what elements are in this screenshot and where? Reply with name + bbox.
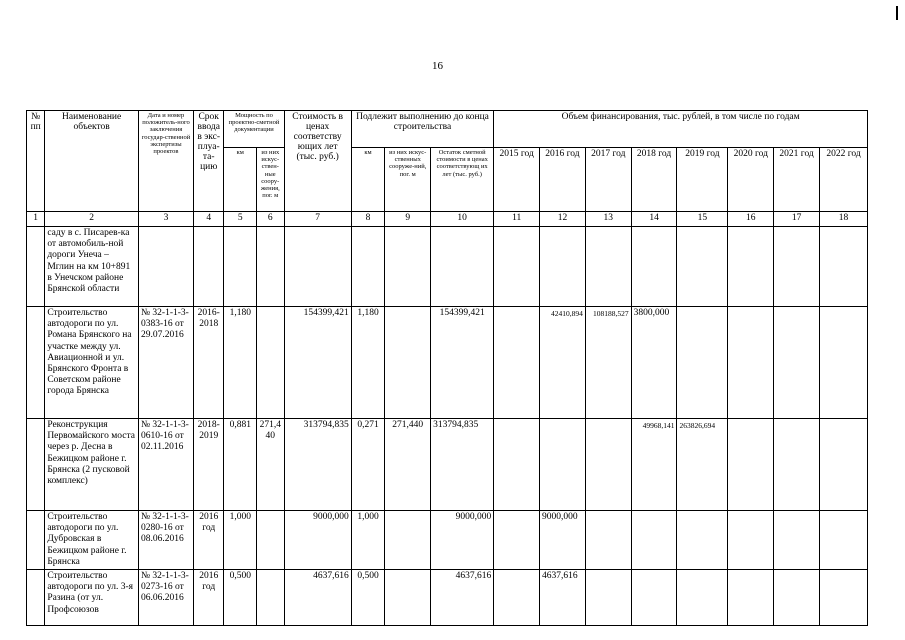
cell-2021 <box>774 570 820 626</box>
header-name: Наименование объектов <box>45 111 139 212</box>
header-year-2019: 2019 год <box>677 148 728 212</box>
header-structures: из них искус-ствен-ные соору-жения, пог. м <box>257 148 284 212</box>
column-number: 15 <box>677 212 728 227</box>
cell-remaining-structures: 271,440 <box>385 419 431 511</box>
cell-2018 <box>631 227 677 307</box>
table-row <box>27 419 868 511</box>
cell-2015 <box>494 307 540 419</box>
header-km: км <box>224 148 257 212</box>
cell-2021 <box>774 419 820 511</box>
cell-2016 <box>540 419 586 511</box>
cell-2019 <box>677 511 728 570</box>
cell-number <box>27 227 45 307</box>
header-year-2017: 2017 год <box>585 148 631 212</box>
header-remaining-cost: Остаток сметной стоимости в ценах соответствующ их лет (тыс. руб.) <box>431 148 494 212</box>
financing-table <box>26 110 868 626</box>
column-number: 6 <box>257 212 284 227</box>
column-number: 17 <box>774 212 820 227</box>
header-period: Срок ввода в экс-плуа-та-цию <box>193 111 224 212</box>
cell-number <box>27 419 45 511</box>
column-number: 8 <box>351 212 385 227</box>
column-number: 14 <box>631 212 677 227</box>
cell-2017 <box>585 570 631 626</box>
cell-2018 <box>631 511 677 570</box>
header-financing: Объем финансирования, тыс. рублей, в том числе по годам <box>494 111 868 148</box>
header-remaining: Подлежит выполнению до конца строительства <box>351 111 494 148</box>
header-year-2015: 2015 год <box>494 148 540 212</box>
cell-number <box>27 511 45 570</box>
cell-expertise: № 32-1-1-3-0280-16 от 08.06.2016 <box>138 511 193 570</box>
cell-2022 <box>820 307 868 419</box>
table-row <box>27 227 868 307</box>
cell-2015 <box>494 227 540 307</box>
cell-2022 <box>820 511 868 570</box>
cell-cost: 313794,835 <box>284 419 351 511</box>
column-number: 12 <box>540 212 586 227</box>
cell-expertise: № 32-1-1-3-0610-16 от 02.11.2016 <box>138 419 193 511</box>
column-number: 4 <box>193 212 224 227</box>
cell-remaining-km <box>351 227 385 307</box>
column-number: 7 <box>284 212 351 227</box>
cell-object-name: Строительство автодороги по ул. Дубровская в Бежицком районе г. Брянска <box>45 511 139 570</box>
page-number: 16 <box>432 60 443 72</box>
cell-remaining-structures <box>385 570 431 626</box>
cell-number <box>27 307 45 419</box>
header-capacity: Мощность по проектно-сметной документации <box>224 111 284 148</box>
column-number: 3 <box>138 212 193 227</box>
cell-remaining-cost <box>431 227 494 307</box>
cell-period: 2016-2018 <box>193 307 224 419</box>
column-number: 1 <box>27 212 45 227</box>
cell-period: 2016 год <box>193 511 224 570</box>
cell-structures <box>257 227 284 307</box>
column-numbers-row <box>27 212 868 227</box>
header-expertise: Дата и номер положитель-ного заключения государ-ственной экспертизы проектов <box>138 111 193 212</box>
cell-2019 <box>677 227 728 307</box>
cell-object-name: Реконструкция Первомайского моста через р. Десна в Бежицком районе г. Брянска (2 пусковой комплекс) <box>45 419 139 511</box>
cell-2016: 9000,000 <box>540 511 586 570</box>
cell-2021 <box>774 511 820 570</box>
cell-2016 <box>540 227 586 307</box>
cell-2015 <box>494 570 540 626</box>
cell-object-name: саду в с. Писарев-ка от автомобиль-ной дороги Унеча – Мглин на км 10+891 в Унечском районе Брянской области <box>45 227 139 307</box>
cell-remaining-cost: 9000,000 <box>431 511 494 570</box>
cell-2016: 4637,616 <box>540 570 586 626</box>
cell-period: 2018-2019 <box>193 419 224 511</box>
cell-km: 0,500 <box>224 570 257 626</box>
header-year-2021: 2021 год <box>774 148 820 212</box>
cell-cost: 4637,616 <box>284 570 351 626</box>
cell-2018: 49968,141 <box>631 419 677 511</box>
cell-structures <box>257 307 284 419</box>
cell-2020 <box>728 570 774 626</box>
header-remaining-km: км <box>351 148 385 212</box>
cell-2018 <box>631 570 677 626</box>
cell-km: 1,000 <box>224 511 257 570</box>
cell-km: 0,881 <box>224 419 257 511</box>
cell-object-name: Строительство автодороги по ул. 3-я Разина (от ул. Профсоюзов <box>45 570 139 626</box>
header-year-2020: 2020 год <box>728 148 774 212</box>
cell-2015 <box>494 511 540 570</box>
cell-2016: 42410,894 <box>540 307 586 419</box>
column-number: 5 <box>224 212 257 227</box>
cell-2022 <box>820 227 868 307</box>
cell-2017 <box>585 227 631 307</box>
cell-2017 <box>585 511 631 570</box>
column-number: 11 <box>494 212 540 227</box>
cell-remaining-km: 0,271 <box>351 419 385 511</box>
cell-remaining-cost: 154399,421 <box>431 307 494 419</box>
column-number: 18 <box>820 212 868 227</box>
table-row <box>27 570 868 626</box>
cell-remaining-structures <box>385 227 431 307</box>
cell-km: 1,180 <box>224 307 257 419</box>
cell-2017 <box>585 419 631 511</box>
cell-structures <box>257 511 284 570</box>
cell-2021 <box>774 307 820 419</box>
cell-expertise: № 32-1-1-3-0383-16 от 29.07.2016 <box>138 307 193 419</box>
cell-remaining-structures <box>385 307 431 419</box>
cell-cost: 154399,421 <box>284 307 351 419</box>
cell-remaining-cost: 313794,835 <box>431 419 494 511</box>
column-number: 2 <box>45 212 139 227</box>
cell-number <box>27 570 45 626</box>
cell-period: 2016 год <box>193 570 224 626</box>
cell-2019 <box>677 570 728 626</box>
cell-cost <box>284 227 351 307</box>
column-number: 16 <box>728 212 774 227</box>
cell-structures: 271,440 <box>257 419 284 511</box>
cell-2020 <box>728 227 774 307</box>
column-number: 13 <box>585 212 631 227</box>
cell-structures <box>257 570 284 626</box>
cell-object-name: Строительство автодороги по ул. Романа Брянского на участке между ул. Авиационной и ул. Брянского Фронта в Советском районе города Брянска <box>45 307 139 419</box>
cell-expertise: № 32-1-1-3-0273-16 от 06.06.2016 <box>138 570 193 626</box>
column-number: 9 <box>385 212 431 227</box>
cell-remaining-km: 0,500 <box>351 570 385 626</box>
cell-remaining-km: 1,000 <box>351 511 385 570</box>
cell-2020 <box>728 419 774 511</box>
cell-2022 <box>820 570 868 626</box>
header-year-2022: 2022 год <box>820 148 868 212</box>
cell-remaining-structures <box>385 511 431 570</box>
cell-2021 <box>774 227 820 307</box>
cell-expertise <box>138 227 193 307</box>
header-remaining-structures: из них искус-ственных сооруже-ний, пог. м <box>385 148 431 212</box>
cell-km <box>224 227 257 307</box>
header-cost: Стоимость в ценах соответству ющих лет (тыс. руб.) <box>284 111 351 212</box>
header-number: № пп <box>27 111 45 212</box>
table-row <box>27 511 868 570</box>
cell-2020 <box>728 307 774 419</box>
table-row <box>27 307 868 419</box>
cell-2015 <box>494 419 540 511</box>
column-number: 10 <box>431 212 494 227</box>
cell-2018: 3800,000 <box>631 307 677 419</box>
margin-mark <box>896 6 898 20</box>
cell-period <box>193 227 224 307</box>
cell-remaining-cost: 4637,616 <box>431 570 494 626</box>
cell-2017: 108188,527 <box>585 307 631 419</box>
header-year-2018: 2018 год <box>631 148 677 212</box>
cell-2019 <box>677 307 728 419</box>
cell-2022 <box>820 419 868 511</box>
cell-2020 <box>728 511 774 570</box>
cell-2019: 263826,694 <box>677 419 728 511</box>
cell-cost: 9000,000 <box>284 511 351 570</box>
cell-remaining-km: 1,180 <box>351 307 385 419</box>
header-year-2016: 2016 год <box>540 148 586 212</box>
